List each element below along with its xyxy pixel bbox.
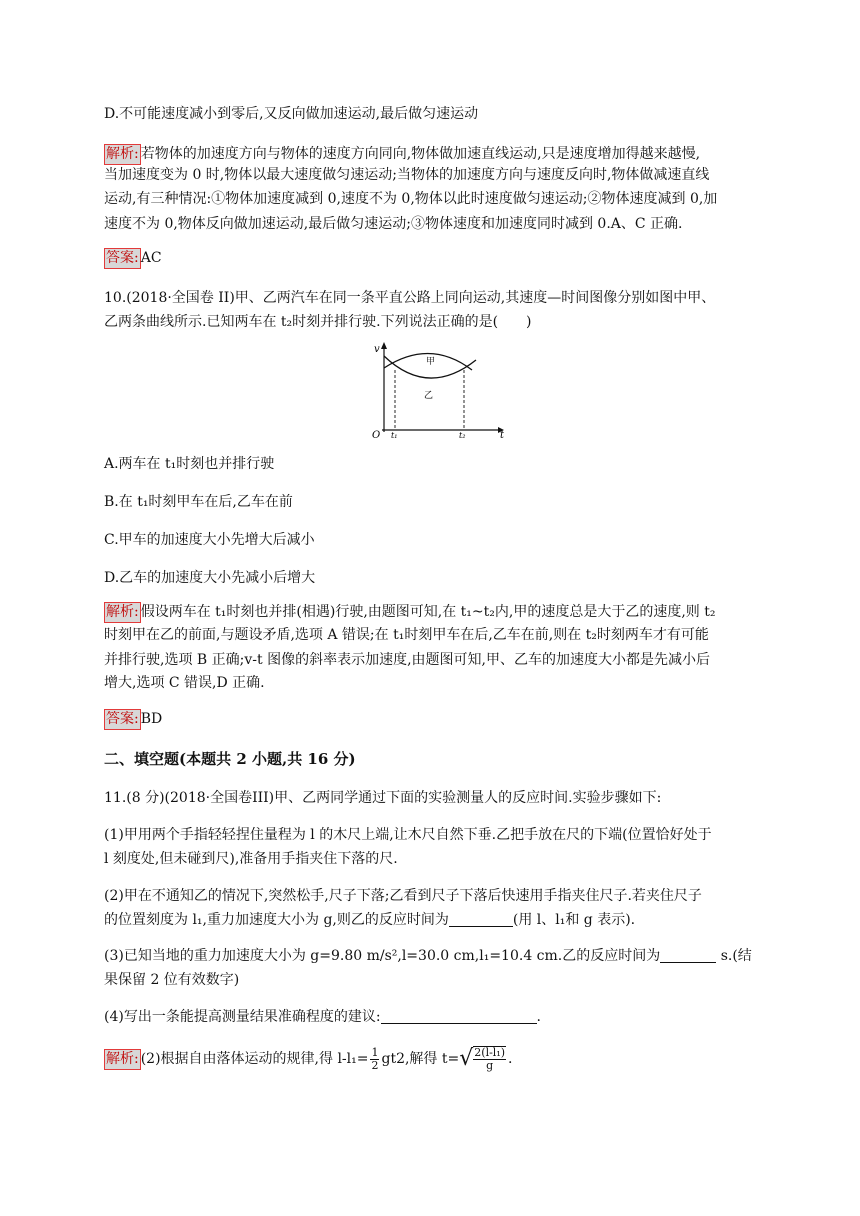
- answer-blank-4[interactable]: [381, 1007, 537, 1024]
- t1-label: t₁: [391, 431, 398, 440]
- v-axis-arrow: [381, 342, 387, 349]
- explanation-10-line-4: 增大,选项 C 错误,D 正确.: [104, 675, 265, 691]
- answer-10: 答案: BD: [104, 706, 754, 732]
- sqrt-expression: √ $\frac{\text{2(l-l₁)}}{g}$: [459, 1046, 506, 1072]
- yi-label: 乙: [424, 391, 434, 401]
- q11-step-3-line-2: 果保留 2 位有效数字): [104, 972, 240, 988]
- section-2-heading: 二、填空题(本题共 2 小题,共 16 分): [104, 750, 356, 768]
- explanation-10-line-3: 并排行驶,选项 B 正确;v-t 图像的斜率表示加速度,由题图可知,甲、乙车的加速度大小都是先减小后: [104, 652, 710, 668]
- answer-blank-3[interactable]: [660, 946, 716, 963]
- answer-9: 答案: AC: [104, 245, 754, 271]
- question-11: 11.(8 分)(2018·全国卷III)甲、乙两同学通过下面的实验测量人的反应时间.实验步骤如下:: [104, 790, 662, 806]
- daan-label: 答案:: [104, 248, 141, 269]
- question-10-line-1: 10.(2018·全国卷 II)甲、乙两汽车在同一条平直公路上同向运动,其速度—时间图像分别如图中甲、: [104, 290, 716, 306]
- q11-step-2-line-1: (2)甲在不通知乙的情况下,突然松手,尺子下落;乙看到尺子下落后快速用手指夹住尺子.若夹住尺子: [104, 888, 702, 904]
- origin-label: O: [372, 430, 381, 440]
- t2-label: t₂: [459, 431, 466, 440]
- jia-label: 甲: [426, 357, 436, 367]
- q11-step-1-line-1: (1)甲用两个手指轻轻捏住量程为 l 的木尺上端,让木尺自然下垂.乙把手放在尺的下端(位置恰好处于: [104, 827, 712, 843]
- jiexi-label: 解析:: [104, 602, 141, 623]
- explanation-9-line-3: 运动,有三种情况:①物体加速度减到 0,速度不为 0,物体以此时速度做匀速运动;②物体速度减到 0,加: [104, 191, 718, 207]
- jiexi-label: 解析:: [104, 1049, 141, 1070]
- explanation-9-line-1: 解析: 若物体的加速度方向与物体的速度方向同向,物体做加速直线运动,只是速度增加得越来越慢,: [104, 141, 754, 167]
- sqrt-sign: √: [459, 1046, 474, 1071]
- question-10-line-2: 乙两条曲线所示.已知两车在 t₂时刻并排行驶.下列说法正确的是( ): [104, 314, 532, 330]
- t-label: t: [500, 430, 505, 440]
- option-a: A.两车在 t₁时刻也并排行驶: [104, 456, 275, 472]
- explanation-9-line-2: 当加速度变为 0 时,物体以最大速度做匀速运动;当物体的加速度方向与速度反向时,物体做减速直线: [104, 167, 710, 183]
- daan-label: 答案:: [104, 709, 141, 730]
- jiexi-label: 解析:: [104, 144, 141, 165]
- q11-step-3-line-1: (3)已知当地的重力加速度大小为 g=9.80 m/s²,l=30.0 cm,l₁=10.4 cm.乙的反应时间为 s.(结: [104, 948, 752, 964]
- explanation-9-line-4: 速度不为 0,物体反向做加速运动,最后做匀速运动;③物体速度和加速度同时减到 0.A、C 正确.: [104, 216, 683, 232]
- option-b: B.在 t₁时刻甲车在后,乙车在前: [104, 494, 293, 510]
- option-d: D.乙车的加速度大小先减小后增大: [104, 570, 316, 586]
- vt-graph-figure: [370, 340, 508, 440]
- option-c: C.甲车的加速度大小先增大后减小: [104, 532, 315, 548]
- option-d-prev: D.不可能速度减小到零后,又反向做加速运动,最后做匀速运动: [104, 106, 479, 122]
- v-label: v: [374, 344, 380, 355]
- explanation-10-line-2: 时刻甲在乙的前面,与题设矛盾,选项 A 错误;在 t₁时刻甲车在后,乙车在前,则在 t₂时刻两车才有可能: [104, 627, 709, 643]
- q11-step-4: (4)写出一条能提高测量结果准确程度的建议: .: [104, 1009, 541, 1025]
- explanation-10-line-1: 解析: 假设两车在 t₁时刻也并排(相遇)行驶,由题图可知,在 t₁~t₂内,甲的速度总是大于乙的速度,则 t₂: [104, 599, 754, 625]
- q11-step-1-line-2: l 刻度处,但未碰到尺),准备用手指夹住下落的尺.: [104, 851, 398, 867]
- one-half-fraction: $\frac{1}{2}$: [371, 1045, 379, 1072]
- q11-step-2-line-2: 的位置刻度为 l₁,重力加速度大小为 g,则乙的反应时间为 (用 l、l₁和 g 表示).: [104, 912, 636, 928]
- answer-blank-2[interactable]: [449, 910, 513, 927]
- explanation-11: 解析: (2)根据自由落体运动的规律,得 l-l₁= $\frac{1}{2}$ gt2,解得 t= √ $\frac{\text{2(l-l₁)}}{g}$ .: [106, 1045, 513, 1072]
